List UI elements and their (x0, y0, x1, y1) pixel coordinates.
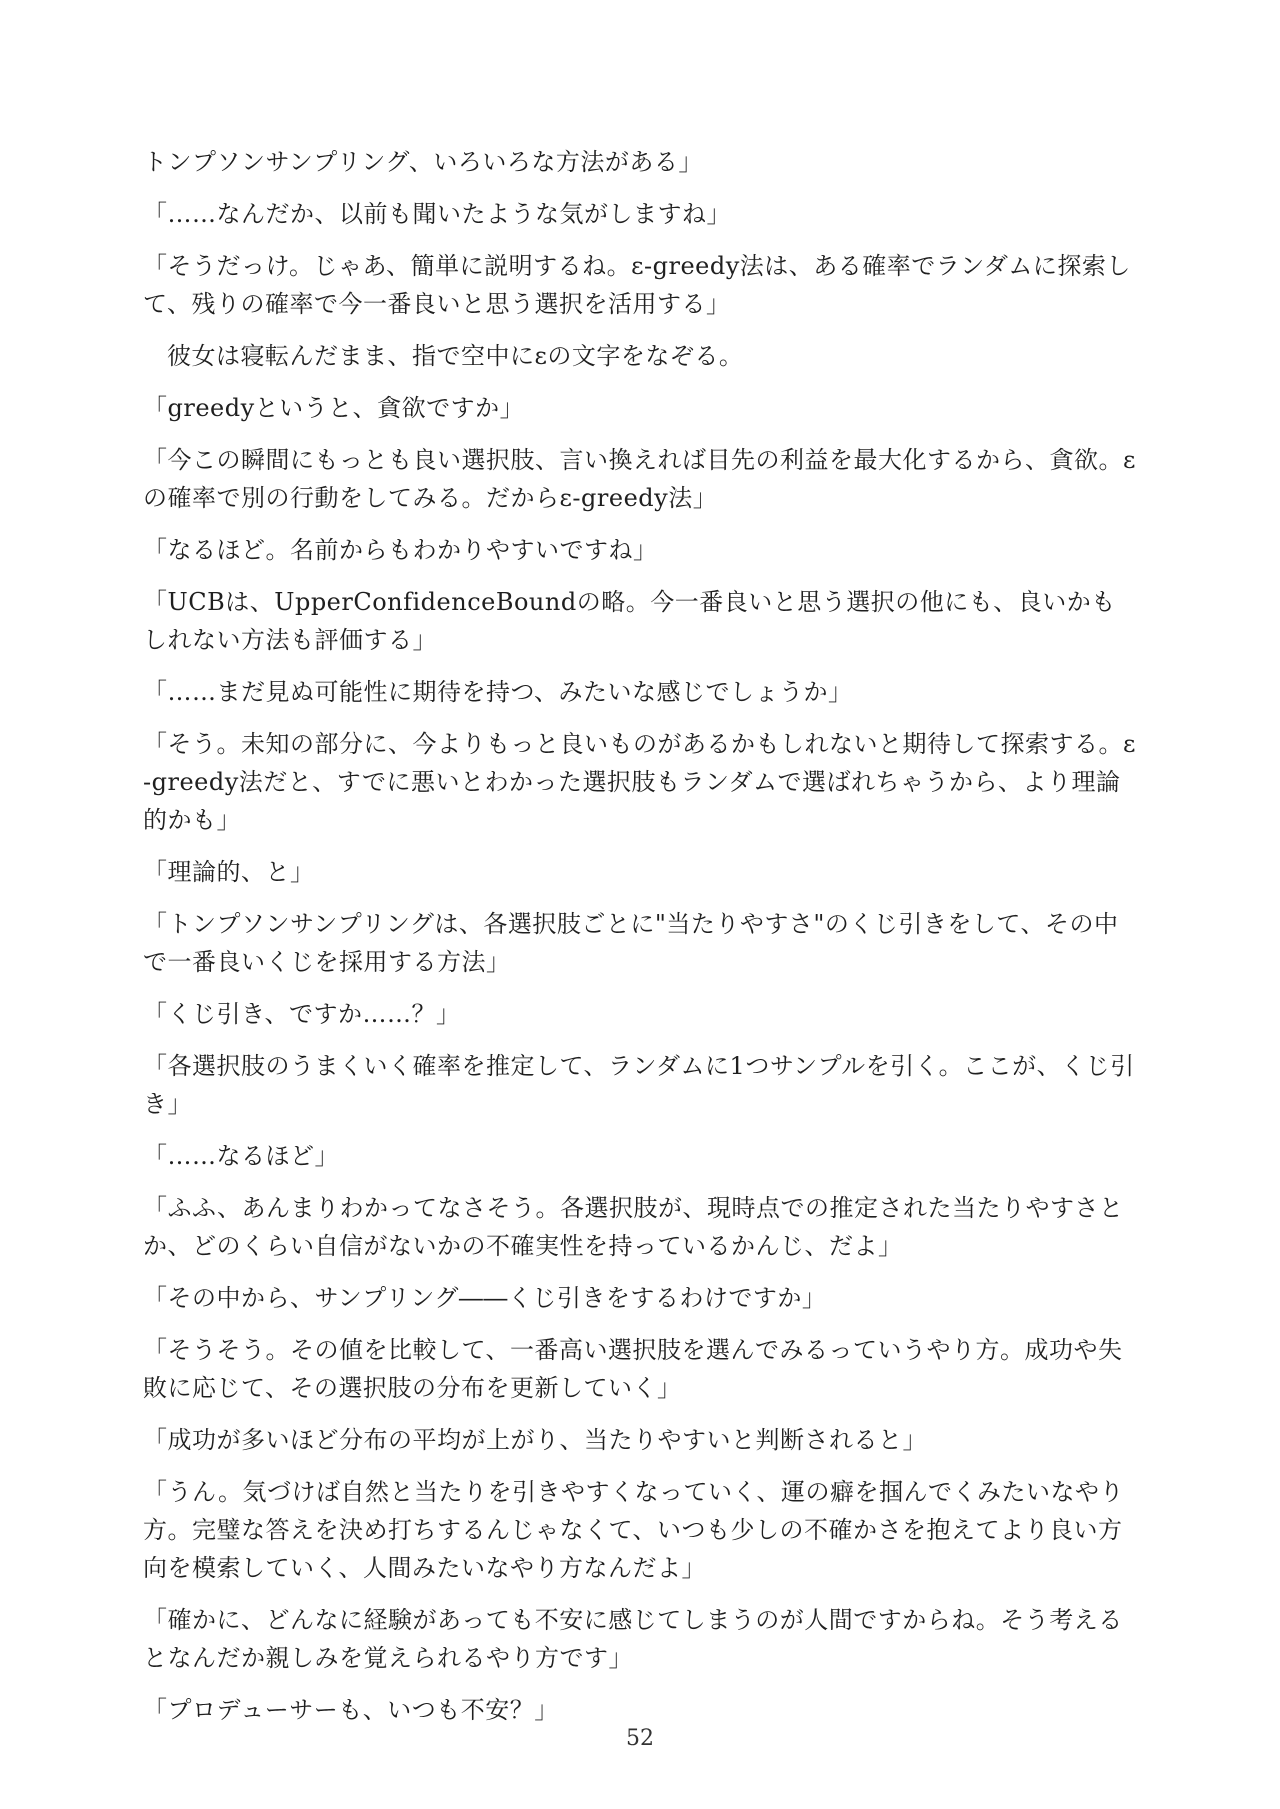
paragraph: 「……なるほど」 (143, 1142, 339, 1170)
paragraph: 「greedyというと、貪欲ですか」 (143, 394, 525, 422)
paragraph: 「そうそう。その値を比較して、一番高い選択肢を選んでみるっていうやり方。成功や失敗に応じて、その選択肢の分布を更新していく」 (143, 1336, 1123, 1402)
paragraph: 「くじ引き、ですか……？」 (143, 1000, 461, 1028)
paragraph: トンプソンサンプリング、いろいろな方法がある」 (143, 148, 703, 176)
paragraph: 「UCBは、UpperConfidenceBoundの略。今一番良いと思う選択の他にも、良いかもしれない方法も評価する」 (143, 588, 1116, 654)
paragraph: 「成功が多いほど分布の平均が上がり、当たりやすいと判断されると」 (143, 1426, 927, 1454)
paragraph: 「……まだ見ぬ可能性に期待を持つ、みたいな感じでしょうか」 (143, 678, 853, 706)
paragraph: 「……なんだか、以前も聞いたような気がしますね」 (143, 200, 731, 228)
body-text (143, 143, 1140, 1743)
paragraph: 「各選択肢のうまくいく確率を推定して、ランダムに1つサンプルを引く。ここが、くじ引き」 (143, 1052, 1135, 1118)
paragraph: 「確かに、どんなに経験があっても不安に感じてしまうのが人間ですからね。そう考えるとなんだか親しみを覚えられるやり方です」 (143, 1606, 1123, 1672)
page-number: 52 (626, 1726, 654, 1751)
paragraph: 「そうだっけ。じゃあ、簡単に説明するね。ε-greedy法は、ある確率でランダムに探索して、残りの確率で今一番良いと思う選択を活用する」 (143, 252, 1131, 318)
paragraph: 「プロデューサーも、いつも不安？」 (143, 1696, 559, 1724)
paragraph: 「ふふ、あんまりわかってなさそう。各選択肢が、現時点での推定された当たりやすさとか、どのくらい自信がないかの不確実性を持っているかんじ、だよ」 (143, 1194, 1124, 1260)
paragraph: 「そう。未知の部分に、今よりもっと良いものがあるかもしれないと期待して探索する。ε-greedy法だと、すでに悪いとわかった選択肢もランダムで選ばれちゃうから、より理論的かも」 (143, 730, 1136, 834)
paragraph: 「理論的、と」 (143, 858, 315, 886)
paragraph: 「トンプソンサンプリングは、各選択肢ごとに"当たりやすさ"のくじ引きをして、その中で一番良いくじを採用する方法」 (143, 910, 1119, 976)
paragraph: 「その中から、サンプリング――くじ引きをするわけですか」 (143, 1284, 827, 1312)
paragraph: 「うん。気づけば自然と当たりを引きやすくなっていく、運の癖を掴んでくみたいなやり方。完璧な答えを決め打ちするんじゃなくて、いつも少しの不確かさを抱えてより良い方向を模索していく、人間みたいなやり方なんだよ」 (143, 1478, 1124, 1582)
narration-paragraph: 彼女は寝転んだまま、指で空中にεの文字をなぞる。 (167, 342, 744, 370)
paragraph: 「今この瞬間にもっとも良い選択肢、言い換えれば目先の利益を最大化するから、貪欲。εの確率で別の行動をしてみる。だからε-greedy法」 (143, 446, 1136, 512)
paragraph: 「なるほど。名前からもわかりやすいですね」 (143, 536, 658, 564)
